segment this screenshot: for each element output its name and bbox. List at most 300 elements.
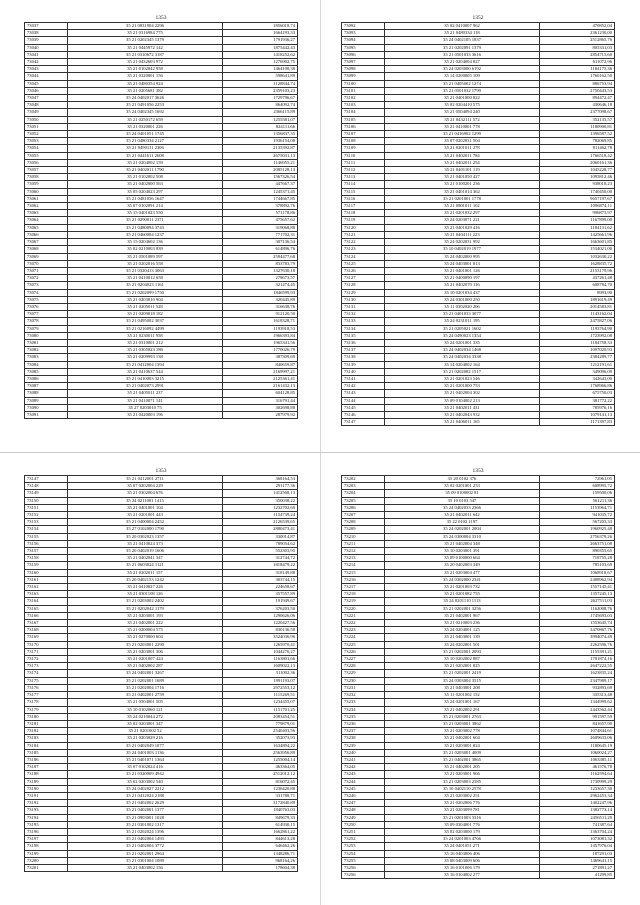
parcel-code-cell: 35 21 0480094 3743: [68, 224, 223, 231]
parcel-code-cell: 35 21 0402001 2759: [68, 692, 223, 699]
table-row: [25, 203, 298, 210]
amount-cell: 1233657,30: [540, 785, 615, 792]
amount-cell: 320445,89: [223, 296, 298, 303]
parcel-code-cell: 35 21 0202024 1396: [68, 828, 223, 835]
table-row: [25, 253, 298, 260]
parcel-code-cell: 35 21 0204023 1161: [68, 282, 223, 289]
table-row: [25, 778, 298, 785]
amount-cell: 830136,58: [223, 627, 298, 634]
table-row: [342, 375, 615, 382]
amount-cell: 833783,79: [223, 260, 298, 267]
amount-cell: 311002,36: [223, 670, 298, 677]
amount-cell: 1791936,27: [223, 37, 298, 44]
amount-cell: 912120,50: [223, 311, 298, 318]
parcel-code-cell: 35 02 0203002 540: [68, 778, 223, 785]
parcel-code-cell: 35 24 0201110 1113: [385, 598, 540, 605]
parcel-code-cell: 35 24 0401051 271: [385, 843, 540, 850]
parcel-code-cell: 35 21 0320413 3063: [68, 267, 223, 274]
table-row: [342, 684, 615, 691]
amount-cell: 1356837,35: [223, 131, 298, 138]
record-id-cell: 73169: [25, 634, 68, 641]
table-row: [342, 612, 615, 619]
parcel-code-cell: 35 05 0204023 297: [68, 188, 223, 195]
table-row: [25, 576, 298, 583]
record-id-cell: 73113: [342, 174, 385, 181]
amount-cell: 178604,38: [223, 864, 298, 871]
record-id-cell: 73252: [342, 836, 385, 843]
table-row: [342, 347, 615, 354]
record-id-cell: 73172: [25, 656, 68, 663]
amount-cell: 785976,16: [540, 404, 615, 411]
parcel-code-cell: 35 14 0204002 164: [385, 361, 540, 368]
table-row: [342, 540, 615, 547]
amount-cell: 1663601,85: [540, 239, 615, 246]
table-row: [25, 764, 298, 771]
amount-cell: 718755,28: [540, 555, 615, 562]
amount-cell: 614930,15: [223, 821, 298, 828]
parcel-code-cell: 35 21 0400090 197: [385, 275, 540, 282]
table-row: [342, 195, 615, 202]
record-id-cell: 73145: [342, 404, 385, 411]
table-row: [25, 584, 298, 591]
parcel-code-cell: 35 21 0402000 563: [68, 181, 223, 188]
parcel-code-cell: 35 21 0481056 1647: [68, 195, 223, 202]
record-id-cell: 73053: [25, 138, 68, 145]
amount-cell: 2488962,94: [540, 576, 615, 583]
amount-cell: 1236420,88: [223, 785, 298, 792]
table-row: [25, 627, 298, 634]
parcel-code-cell: 35 21 0402002 287: [68, 663, 223, 670]
record-id-cell: 73249: [342, 814, 385, 821]
record-id-cell: 73189: [25, 778, 68, 785]
amount-cell: 1232702,69: [223, 504, 298, 511]
table-row: [342, 181, 615, 188]
record-id-cell: 73118: [342, 210, 385, 217]
parcel-code-cell: 35 21 0203002 778: [385, 728, 540, 735]
parcel-code-cell: 35 02 0203001 347: [68, 720, 223, 727]
amount-cell: 1180645,19: [540, 742, 615, 749]
record-id-cell: 73227: [342, 656, 385, 663]
amount-cell: 1193918,53: [223, 325, 298, 332]
amount-cell: 1534021,00: [540, 246, 615, 253]
record-id-cell: 73163: [25, 591, 68, 598]
amount-cell: 1768966,86: [540, 383, 615, 390]
parcel-code-cell: 35 24 0203071 221: [385, 217, 540, 224]
record-id-cell: 73137: [342, 347, 385, 354]
record-id-cell: 73061: [25, 195, 68, 202]
record-id-cell: 73161: [25, 576, 68, 583]
record-id-cell: 73168: [25, 627, 68, 634]
record-id-cell: 73156: [25, 540, 68, 547]
table-row: [342, 239, 615, 246]
table-row: [25, 23, 298, 30]
table-row: [342, 296, 615, 303]
table-row: [342, 282, 615, 289]
parcel-code-cell: 35 24 0402017 3626: [68, 95, 223, 102]
record-id-cell: 73097: [342, 59, 385, 66]
table-row: [342, 361, 615, 368]
amount-cell: 159500,06: [540, 490, 615, 497]
record-id-cell: 73140: [342, 368, 385, 375]
table-row: [342, 663, 615, 670]
parcel-code-cell: 35 21 0201082 755: [385, 591, 540, 598]
amount-cell: 571178,86: [223, 210, 298, 217]
amount-cell: 352073,93: [223, 735, 298, 742]
record-id-cell: 73187: [25, 764, 68, 771]
ledger-page: [341, 467, 615, 879]
table-row: [342, 756, 615, 763]
amount-cell: 2359103,23: [223, 87, 298, 94]
amount-cell: 1425661,96: [540, 231, 615, 238]
amount-cell: 2750443,53: [540, 87, 615, 94]
parcel-code-cell: 35 21 0202001 2093: [385, 648, 540, 655]
table-row: [25, 749, 298, 756]
table-row: [342, 713, 615, 720]
record-id-cell: 73064: [25, 217, 68, 224]
table-row: [342, 383, 615, 390]
parcel-code-cell: 35 02 0201001 253: [385, 483, 540, 490]
parcel-code-cell: 35 21 0202345 1379: [68, 37, 223, 44]
record-id-cell: 73253: [342, 843, 385, 850]
record-id-cell: 73226: [342, 648, 385, 655]
amount-cell: 608995,72: [540, 483, 615, 490]
parcel-code-cell: 35 24 0403001 813: [385, 260, 540, 267]
amount-cell: 1965341,56: [223, 339, 298, 346]
record-id-cell: 73248: [342, 807, 385, 814]
table-row: [25, 555, 298, 562]
table-row: [342, 368, 615, 375]
amount-cell: 319068,88: [223, 224, 298, 231]
record-id-cell: 73256: [342, 872, 385, 879]
record-id-cell: 73102: [342, 95, 385, 102]
amount-cell: 1044276,27: [223, 648, 298, 655]
parcel-code-cell: 35 21 0201023 546: [385, 375, 540, 382]
record-id-cell: 73047: [25, 95, 68, 102]
parcel-code-cell: 35 21 0402001 205: [385, 764, 540, 771]
amount-cell: 2854715,60: [540, 51, 615, 58]
table-row: [342, 404, 615, 411]
parcel-code-cell: 35 15 0401023 550: [68, 210, 223, 217]
record-id-cell: 73131: [342, 303, 385, 310]
record-id-cell: 73206: [342, 504, 385, 511]
parcel-code-cell: 35 21 0201003 732: [385, 584, 540, 591]
record-id-cell: 73200: [25, 857, 68, 864]
amount-cell: 191949,67: [223, 598, 298, 605]
amount-cell: 675750,03: [540, 390, 615, 397]
amount-cell: 2014583,81: [540, 303, 615, 310]
record-id-cell: 73191: [25, 792, 68, 799]
table-row: [342, 123, 615, 130]
amount-cell: 2540403,56: [223, 728, 298, 735]
amount-cell: 1412568,13: [223, 490, 298, 497]
amount-cell: 1060024,27: [540, 749, 615, 756]
parcel-code-cell: 35 24 0490023 1354: [385, 332, 540, 339]
amount-cell: 316791,44: [223, 397, 298, 404]
amount-cell: 1193764,90: [540, 325, 615, 332]
table-row: [342, 548, 615, 555]
record-id-cell: 73244: [342, 778, 385, 785]
amount-cell: 349096,09: [540, 368, 615, 375]
record-id-cell: 73255: [342, 857, 385, 864]
record-id-cell: 73175: [25, 677, 68, 684]
table-row: [342, 332, 615, 339]
table-row: [342, 289, 615, 296]
table-row: [25, 131, 298, 138]
amount-cell: 307136,54: [223, 239, 298, 246]
amount-cell: 1155391,21: [540, 648, 615, 655]
record-id-cell: 73122: [342, 239, 385, 246]
amount-cell: 779879,01: [223, 720, 298, 727]
amount-cell: 2609633,06: [540, 735, 615, 742]
parcel-code-cell: 35 21 0410637 544: [68, 368, 223, 375]
record-id-cell: 73208: [342, 519, 385, 526]
amount-cell: 991597,59: [540, 713, 615, 720]
record-id-cell: 73050: [25, 116, 68, 123]
parcel-code-cell: 35 21 0410012 658: [68, 275, 223, 282]
parcel-code-cell: 35 09 0104002 213: [385, 397, 540, 404]
amount-cell: 1234455,07: [223, 699, 298, 706]
amount-cell: 1781874,16: [540, 656, 615, 663]
parcel-code-cell: 35 27 0102000 1790: [68, 526, 223, 533]
record-id-cell: 73081: [25, 339, 68, 346]
parcel-code-cell: 35 24 0301000 250: [385, 296, 540, 303]
parcel-code-cell: 35 21 0406011 165: [385, 419, 540, 426]
table-row: [342, 159, 615, 166]
record-id-cell: 73070: [25, 260, 68, 267]
table-row: [342, 526, 615, 533]
table-row: [25, 44, 298, 51]
record-id-cell: 73190: [25, 785, 68, 792]
table-row: [25, 325, 298, 332]
parcel-code-cell: 35 21 0203001 2763: [385, 713, 540, 720]
table-row: [25, 167, 298, 174]
amount-cell: 303744,15: [223, 576, 298, 583]
amount-cell: 941035,72: [540, 512, 615, 519]
amount-cell: 1760162,50: [540, 73, 615, 80]
table-row: [25, 296, 298, 303]
record-id-cell: 73153: [25, 519, 68, 526]
table-row: [25, 339, 298, 346]
amount-cell: 841657,90: [540, 720, 615, 727]
table-row: [25, 720, 298, 727]
table-row: [342, 792, 615, 799]
table-row: [25, 648, 298, 655]
parcel-code-cell: 35 21 0501033 3616: [385, 51, 540, 58]
record-id-cell: 73251: [342, 828, 385, 835]
amount-cell: 2085128,13: [223, 167, 298, 174]
amount-cell: 335313,48: [540, 692, 615, 699]
parcel-code-cell: 35 21 0202001 2964: [68, 850, 223, 857]
amount-cell: 2456511,29: [540, 814, 615, 821]
table-row: [25, 756, 298, 763]
record-id-cell: 73210: [342, 533, 385, 540]
table-row: [25, 59, 298, 66]
amount-cell: 1846599,93: [223, 289, 298, 296]
parcel-code-cell: 35 21 0401029 416: [385, 224, 540, 231]
table-row: [25, 562, 298, 569]
table-row: [342, 167, 615, 174]
parcel-code-cell: 35 21 0202011 157: [68, 569, 223, 576]
parcel-code-cell: 35 21 0420003 196: [68, 411, 223, 418]
amount-cell: 1265970,41: [223, 641, 298, 648]
table-row: [25, 289, 298, 296]
amount-cell: 1068918,67: [540, 569, 615, 576]
parcel-code-cell: 35 21 0410001 778: [385, 123, 540, 130]
table-row: [25, 548, 298, 555]
amount-cell: 1745693,03: [540, 612, 615, 619]
parcel-code-cell: 35 24 0231011 195: [385, 318, 540, 325]
record-id-cell: 73106: [342, 123, 385, 130]
table-row: [25, 512, 298, 519]
table-row: [25, 347, 298, 354]
amount-cell: 1770026,79: [223, 347, 298, 354]
record-id-cell: 73063: [25, 210, 68, 217]
parcel-code-cell: 35 21 0201001 443: [68, 512, 223, 519]
record-id-cell: 73110: [342, 152, 385, 159]
record-id-cell: 73085: [25, 368, 68, 375]
amount-cell: 1276902,75: [223, 59, 298, 66]
parcel-code-cell: 35 16 0403006 406: [385, 850, 540, 857]
record-id-cell: 73054: [25, 145, 68, 152]
parcel-code-cell: 35 14 0200005 109: [385, 73, 540, 80]
amount-cell: 811462,78: [540, 145, 615, 152]
record-id-cell: 73256: [342, 864, 385, 871]
amount-cell: 2377098,67: [540, 109, 615, 116]
record-id-cell: 73141: [342, 375, 385, 382]
record-id-cell: 73179: [25, 706, 68, 713]
parcel-code-cell: 35 21 0491056 2253: [68, 102, 223, 109]
record-id-cell: 73071: [25, 267, 68, 274]
record-id-cell: 73233: [342, 699, 385, 706]
parcel-code-cell: 35 07 0202004 229: [68, 483, 223, 490]
record-id-cell: 73152: [25, 512, 68, 519]
record-id-cell: 73211: [342, 540, 385, 547]
amount-cell: 318149,88: [223, 569, 298, 576]
table-row: [25, 188, 298, 195]
parcel-code-cell: 35 21 0205681 382: [68, 87, 223, 94]
parcel-code-cell: 35 09 0304001 776: [385, 821, 540, 828]
record-id-cell: 73066: [25, 231, 68, 238]
record-id-cell: 73119: [342, 217, 385, 224]
table-row: [25, 318, 298, 325]
table-row: [342, 598, 615, 605]
amount-cell: 2135392,87: [223, 145, 298, 152]
parcel-code-cell: 35 21 0203003 2585: [385, 778, 540, 785]
record-id-cell: 73091: [25, 411, 68, 418]
spread-bottom: [0, 453, 640, 905]
amount-cell: 1730999,29: [540, 778, 615, 785]
parcel-code-cell: 35 21 0405011 237: [68, 390, 223, 397]
parcel-code-cell: 35 24 0211001 1415: [68, 497, 223, 504]
parcel-code-cell: 35 21 0203001 966: [385, 771, 540, 778]
parcel-code-cell: 35 24 0402034 1468: [385, 347, 540, 354]
parcel-code-cell: 35 11 0302020 206: [385, 303, 540, 310]
parcel-code-cell: 35 21 0310001 212: [68, 339, 223, 346]
table-row: [342, 850, 615, 857]
table-row: [342, 138, 615, 145]
table-row: [25, 217, 298, 224]
amount-cell: 330014,87: [223, 533, 298, 540]
amount-cell: 1662861,22: [223, 828, 298, 835]
amount-cell: 2083454,51: [223, 713, 298, 720]
record-id-cell: 73165: [25, 605, 68, 612]
table-row: [342, 419, 615, 426]
record-id-cell: 73132: [342, 311, 385, 318]
parcel-code-cell: 35 21 0402001 604: [385, 735, 540, 742]
record-id-cell: 73116: [342, 195, 385, 202]
record-id-cell: 73126: [342, 267, 385, 274]
table-row: [25, 145, 298, 152]
parcel-code-cell: 35 10 0202002 887: [385, 656, 540, 663]
record-id-cell: 73157: [25, 548, 68, 555]
table-row: [25, 102, 298, 109]
parcel-code-cell: 35 21 0205021 1602: [385, 325, 540, 332]
page-title: 1353: [155, 15, 167, 21]
amount-cell: 2262596,76: [540, 641, 615, 648]
record-id-cell: 73222: [342, 620, 385, 627]
amount-cell: 1184175,36: [540, 66, 615, 73]
amount-cell: 1128844,74: [223, 80, 298, 87]
parcel-code-cell: 35 21 0102042 958: [68, 66, 223, 73]
parcel-code-cell: 35 21 0402002 2629: [68, 800, 223, 807]
table-row: [342, 519, 615, 526]
amount-cell: 1184758,33: [540, 339, 615, 346]
amount-cell: 864092,74: [223, 102, 298, 109]
amount-cell: 2675031,13: [223, 152, 298, 159]
record-id-cell: 73164: [25, 598, 68, 605]
parcel-code-cell: 35 21 0202001 825: [385, 663, 540, 670]
record-id-cell: 73246: [342, 792, 385, 799]
table-row: [25, 864, 298, 871]
amount-cell: 886753,94: [540, 80, 615, 87]
record-id-cell: 73217: [342, 584, 385, 591]
amount-cell: 932893,69: [540, 684, 615, 691]
table-row: [25, 713, 298, 720]
amount-cell: 1744667,85: [223, 195, 298, 202]
table-row: [342, 620, 615, 627]
table-row: [25, 95, 298, 102]
amount-cell: 1171397,83: [540, 419, 615, 426]
table-row: [342, 275, 615, 282]
amount-cell: 321474,45: [223, 282, 298, 289]
amount-cell: 1966393,84: [223, 332, 298, 339]
table-row: [342, 95, 615, 102]
amount-cell: 378892,76: [223, 203, 298, 210]
parcel-code-cell: 35 21 0416902 1299: [385, 131, 540, 138]
parcel-code-cell: 35 21 0432603 972: [68, 59, 223, 66]
record-id-cell: 73037: [25, 23, 68, 30]
table-row: [25, 728, 298, 735]
parcel-code-cell: 35 21 0432111 572: [385, 116, 540, 123]
table-row: [342, 231, 615, 238]
table-row: [25, 843, 298, 850]
table-row: [342, 497, 615, 504]
parcel-code-cell: 35 21 0230011 958: [68, 332, 223, 339]
parcel-code-cell: 35 24 0402033 2366: [385, 504, 540, 511]
record-id-cell: 73173: [25, 663, 68, 670]
table-row: [25, 807, 298, 814]
table-row: [342, 699, 615, 706]
amount-cell: 2663751,08: [540, 540, 615, 547]
amount-cell: 1184131,62: [540, 224, 615, 231]
record-id-cell: 73199: [25, 850, 68, 857]
parcel-code-cell: 35 21 0405002 1274: [385, 80, 540, 87]
table-row: [342, 677, 615, 684]
record-id-cell: 73138: [342, 354, 385, 361]
table-row: [25, 634, 298, 641]
parcel-code-cell: 35 21 0290011 2371: [68, 217, 223, 224]
amount-cell: 1875442,43: [223, 44, 298, 51]
